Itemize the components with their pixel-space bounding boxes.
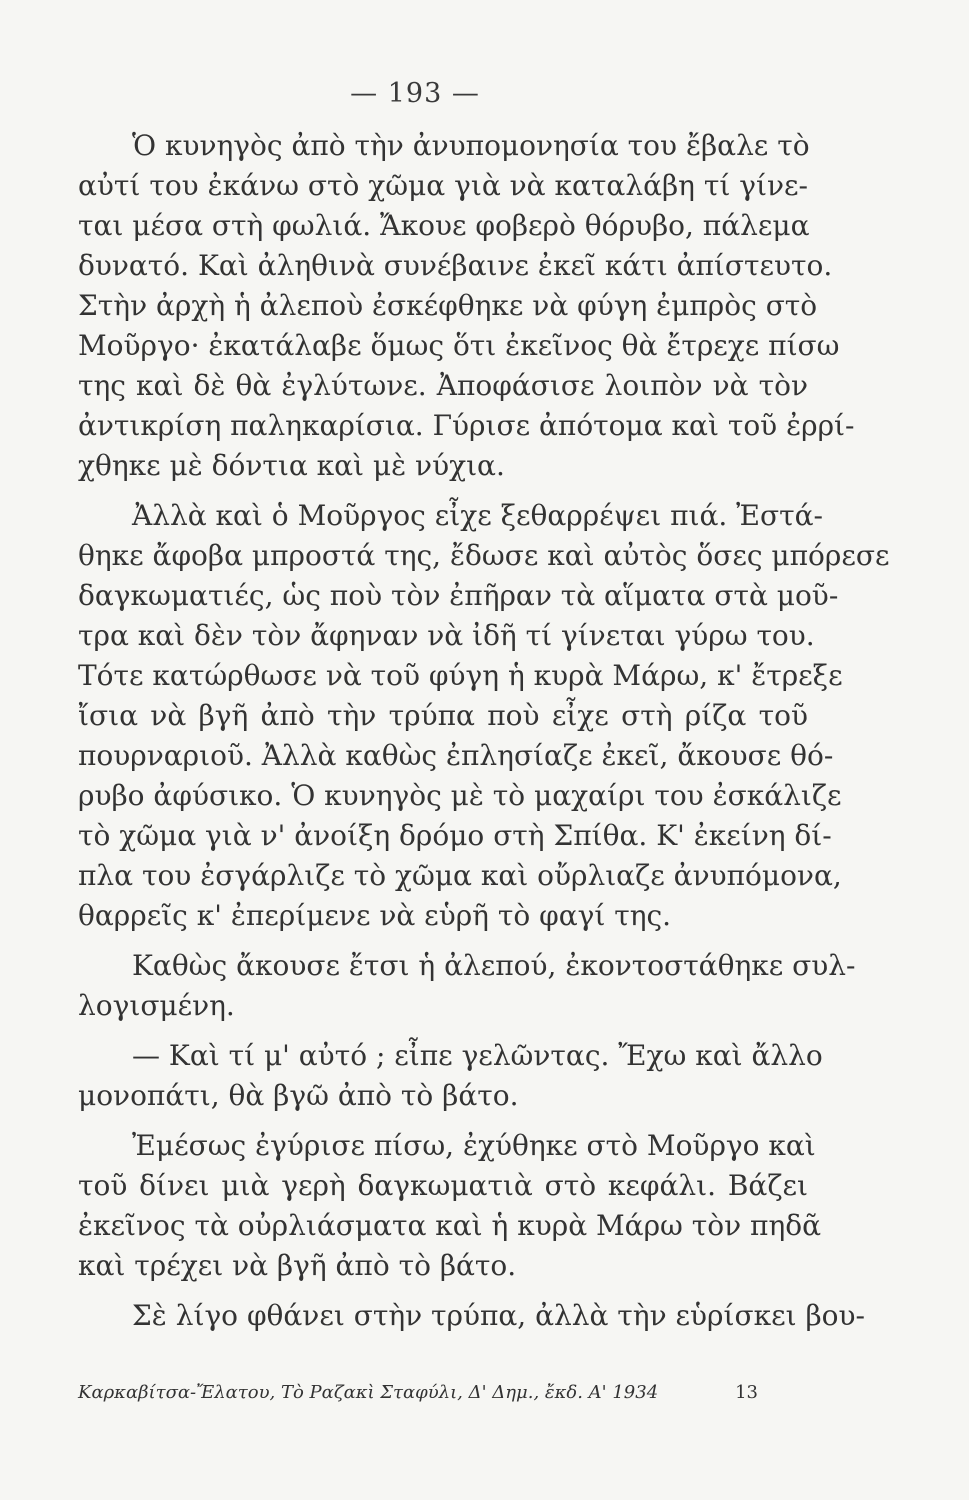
- text-line: ται μέσα στὴ φωλιά. Ἄκουε φοβερὸ θόρυβο, πάλεμα: [78, 209, 810, 242]
- text-line: θηκε ἄφοβα μπροστά της, ἔδωσε καὶ αὐτὸς ὅσες μπόρεσε: [78, 539, 890, 572]
- footer-signature: 13: [735, 1382, 758, 1403]
- text-line: ἴσια νὰ βγῆ ἀπὸ τὴν τρύπα ποὺ εἶχε στὴ ρίζα τοῦ: [78, 699, 808, 732]
- text-line: Ἐμέσως ἐγύρισε πίσω, ἐχύθηκε στὸ Μοῦργο καὶ: [132, 1129, 816, 1162]
- text-line: τοῦ δίνει μιὰ γερὴ δαγκωματιὰ στὸ κεφάλι. Βάζει: [78, 1169, 808, 1202]
- text-line: αὐτί του ἐκάνω στὸ χῶμα γιὰ νὰ καταλάβη τί γίνε-: [78, 169, 808, 202]
- text-line: της καὶ δὲ θὰ ἐγλύτωνε. Ἀποφάσισε λοιπὸν νὰ τὸν: [78, 369, 808, 402]
- text-line: τὸ χῶμα γιὰ ν' ἀνοίξη δρόμο στὴ Σπίθα. Κ' ἐκείνη δί-: [78, 819, 832, 852]
- paragraph-gap: [78, 486, 808, 496]
- text-line: δαγκωματιές, ὡς ποὺ τὸν ἐπῆραν τὰ αἵματα στὰ μοῦ-: [78, 579, 839, 612]
- text-line: πλα του ἐσγάρλιζε τὸ χῶμα καὶ οὔρλιαζε ἀνυπόμονα,: [78, 859, 842, 892]
- page-number: — 193 —: [350, 78, 480, 109]
- paragraph-gap: [78, 1116, 808, 1126]
- text-line: καὶ τρέχει νὰ βγῆ ἀπὸ τὸ βάτο.: [78, 1249, 517, 1282]
- paragraph-gap: [78, 1286, 808, 1296]
- text-line: Καθὼς ἄκουσε ἔτσι ἡ ἀλεπού, ἐκοντοστάθηκε συλ-: [132, 949, 856, 982]
- text-line: δυνατό. Καὶ ἀληθινὰ συνέβαινε ἐκεῖ κάτι ἀπίστευτο.: [78, 249, 833, 282]
- paragraph-gap: [78, 1026, 808, 1036]
- text-line: μονοπάτι, θὰ βγῶ ἀπὸ τὸ βάτο.: [78, 1079, 519, 1112]
- text-line: Στὴν ἀρχὴ ἡ ἀλεποὺ ἐσκέφθηκε νὰ φύγη ἐμπρὸς στὸ: [78, 289, 818, 322]
- text-line: Σὲ λίγο φθάνει στὴν τρύπα, ἀλλὰ τὴν εὑρίσκει βου-: [132, 1299, 865, 1332]
- text-line: θαρρεῖς κ' ἐπερίμενε νὰ εὑρῆ τὸ φαγί της.: [78, 899, 672, 932]
- body-text: [78, 126, 890, 1336]
- page-footer: [78, 1380, 758, 1406]
- text-line: Μοῦργο· ἐκατάλαβε ὅμως ὅτι ἐκεῖνος θὰ ἔτρεχε πίσω: [78, 329, 840, 362]
- text-line: Τότε κατώρθωσε νὰ τοῦ φύγη ἡ κυρὰ Μάρω, κ' ἔτρεξε: [78, 659, 843, 692]
- text-line: ρυβο ἀφύσικο. Ὁ κυνηγὸς μὲ τὸ μαχαίρι του ἐσκάλιζε: [78, 779, 842, 812]
- text-line: Ἀλλὰ καὶ ὁ Μοῦργος εἶχε ξεθαρρέψει πιά. Ἐστά-: [132, 499, 824, 532]
- text-line: πουρναριοῦ. Ἀλλὰ καθὼς ἐπλησίαζε ἐκεῖ, ἄκουσε θό-: [78, 739, 834, 772]
- footer-source: Καρκαβίτσα-Ἔλατου, Τὸ Ραζακὶ Σταφύλι, Δ' Δημ., ἔκδ. Α' 1934: [78, 1382, 659, 1403]
- text-line: ἐκεῖνος τὰ οὐρλιάσματα καὶ ἡ κυρὰ Μάρω τὸν πηδᾶ: [78, 1209, 821, 1242]
- text-line: — Καὶ τί μ' αὐτό ; εἶπε γελῶντας. Ἔχω καὶ ἄλλο: [132, 1039, 823, 1072]
- text-line: χθηκε μὲ δόντια καὶ μὲ νύχια.: [78, 449, 505, 482]
- paragraph-gap: [78, 936, 808, 946]
- text-line: λογισμένη.: [78, 989, 235, 1022]
- text-line: Ὁ κυνηγὸς ἀπὸ τὴν ἀνυπομονησία του ἔβαλε τὸ: [132, 129, 810, 162]
- text-line: ἀντικρίση παληκαρίσια. Γύρισε ἀπότομα καὶ τοῦ ἐρρί-: [78, 409, 855, 442]
- text-line: τρα καὶ δὲν τὸν ἄφηναν νὰ ἰδῆ τί γίνεται γύρω του.: [78, 619, 815, 652]
